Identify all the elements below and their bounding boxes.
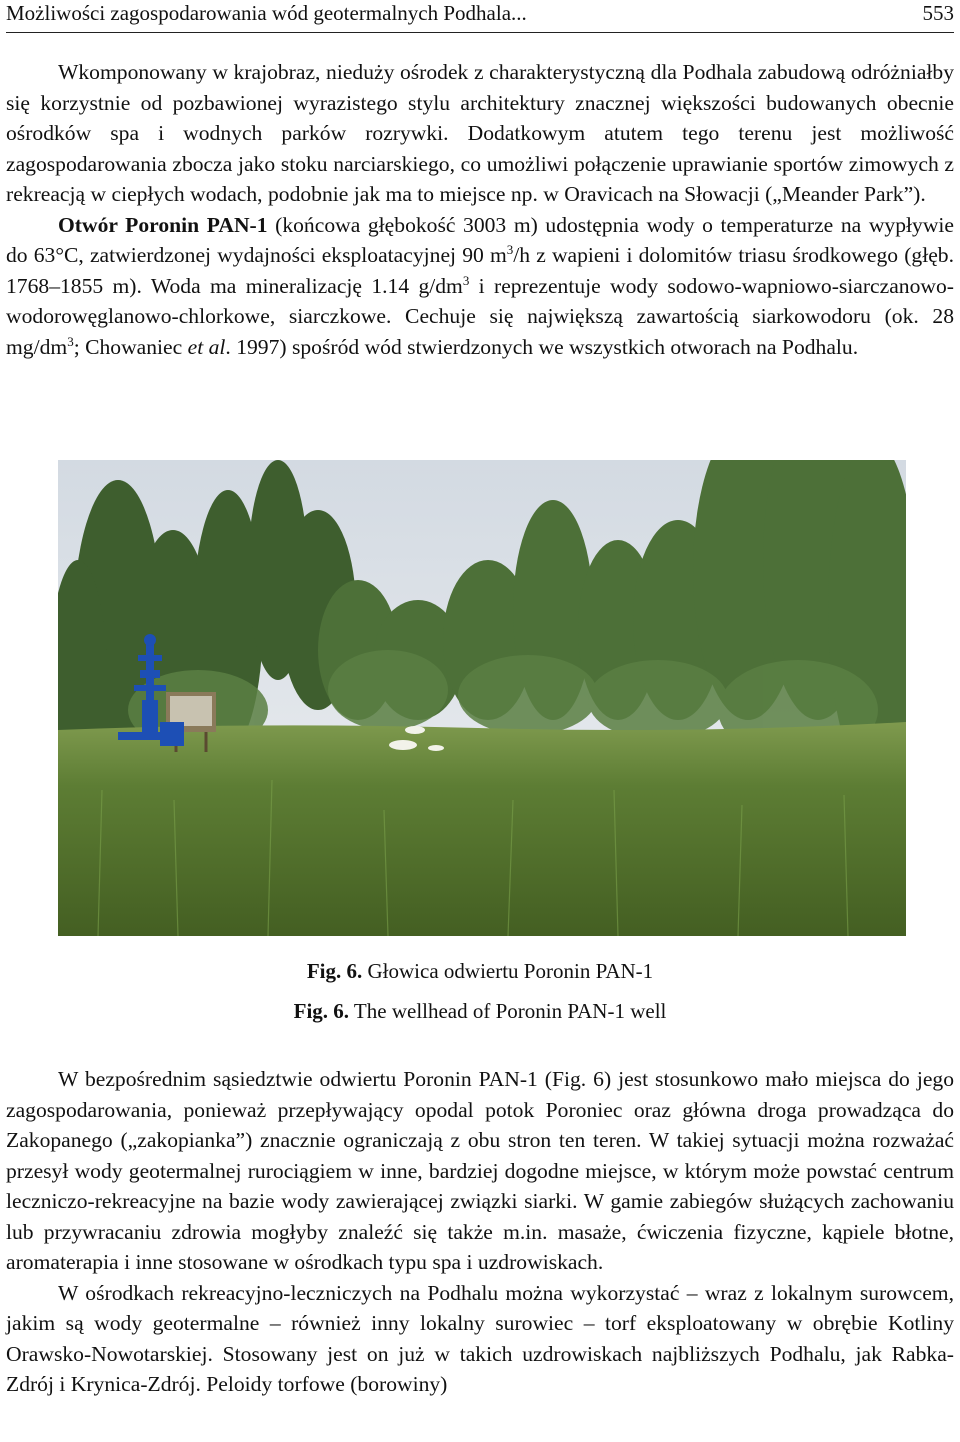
page-number: 553 bbox=[922, 1, 954, 25]
body-paragraph-1: W bezpośrednim sąsiedztwie odwiertu Poronin PAN-1 (Fig. 6) jest stosunkowo mało miejsca do jego zagospodarowania, ponieważ przepływający opodal potok Poroniec oraz główna droga prowadząca do Zakopanego („zakopianka”) znacznie ograniczają z obu stron ten teren. W takiej sytuacji można rozważać przesył wody geotermalnej rurociągiem w inne, bardziej dogodne miejsce, w którym może powstać centrum leczniczo-rekreacyjne na bazie wody zawierającej związki siarki. W gamie zabiegów służących zachowaniu lub przywracaniu zdrowia mogłyby znaleźć się także m.in. masaże, ćwiczenia fizyczne, kąpiele błotne, aromaterapia i inne stosowane w ośrodkach typu spa i uzdrowiskach. bbox=[6, 1067, 954, 1274]
caption-label: Fig. 6. bbox=[306, 959, 363, 983]
superscript-3: 3 bbox=[506, 241, 514, 257]
poronin-text-5: . 1997) spośród wód stwierdzonych we wszystkich otworach na Podhalu. bbox=[225, 334, 859, 359]
caption-english bbox=[0, 998, 960, 1024]
body-paragraph-2: W ośrodkach rekreacyjno-leczniczych na Podhalu można wykorzystać – wraz z lokalnym surowcem, jakim są wody geotermalne – również inny lokalny surowiec – torf eksploatowany w obrębie Kotliny Orawsko-Nowotarskiej. Stosowany jest on już w takich uzdrowiskach najbliższych Podhalu, jak Rabka-Zdrój i Krynica-Zdrój. Peloidy torfowe (borowiny) bbox=[6, 1280, 954, 1396]
wellhead-photo bbox=[58, 460, 906, 936]
poronin-paragraph bbox=[6, 210, 954, 363]
poronin-text-2: /h z wapieni i dolomitów triasu środkowego (głęb. 1768–1855 m). Woda ma mineralizację 1.14 g/dm bbox=[6, 243, 954, 298]
intro-paragraph-block bbox=[6, 57, 954, 362]
intro-paragraph: Wkomponowany w krajobraz, nieduży ośrodek z charakterystyczną dla Podhala zabudową odróżniałby się korzystnie od pozbawionej wyrazistego stylu architektury znacznej większości budowanych obecnie ośrodków spa i wodnych parków rozrywki. Dodatkowym atutem tego terenu jest możliwość zagospodarowania zbocza jako stoku narciarskiego, co umożliwi połączenie uprawianie sportów zimowych z rekreacją w ciepłych wodach, podobnie jak ma to miejsce np. w Oravicach na Słowacji („Meander Park”). bbox=[6, 60, 954, 206]
superscript-3: 3 bbox=[67, 333, 74, 349]
meadow-scene-illustration bbox=[58, 460, 906, 936]
running-title: Możliwości zagospodarowania wód geotermalnych Podhala... bbox=[6, 1, 527, 25]
caption-text: Głowica odwiertu Poronin PAN-1 bbox=[362, 959, 654, 983]
caption-label: Fig. 6. bbox=[293, 999, 350, 1023]
poronin-lead: Otwór Poronin PAN-1 bbox=[58, 212, 268, 237]
caption-text: The wellhead of Poronin PAN-1 well bbox=[349, 999, 667, 1023]
body-text-block bbox=[6, 1064, 954, 1400]
caption-polish bbox=[0, 958, 960, 984]
poronin-text-4: ; Chowaniec bbox=[73, 334, 188, 359]
poronin-text-1: (końcowa głębokość 3003 m) udostępnia wody o temperaturze na wypływie do 63°C, zatwierdzonej wydajności eksploatacyjnej 90 m bbox=[6, 212, 954, 267]
et-al: et al bbox=[187, 334, 226, 359]
running-header bbox=[6, 0, 954, 33]
superscript-3: 3 bbox=[462, 272, 470, 288]
poronin-text-3: i reprezentuje wody sodowo-wapniowo-siarczanowo-wodorowęglanowo-chlorkowe, siarczkowe. Cechuje się największą zawartością siarkowodoru (ok. 28 mg/dm bbox=[6, 273, 954, 359]
